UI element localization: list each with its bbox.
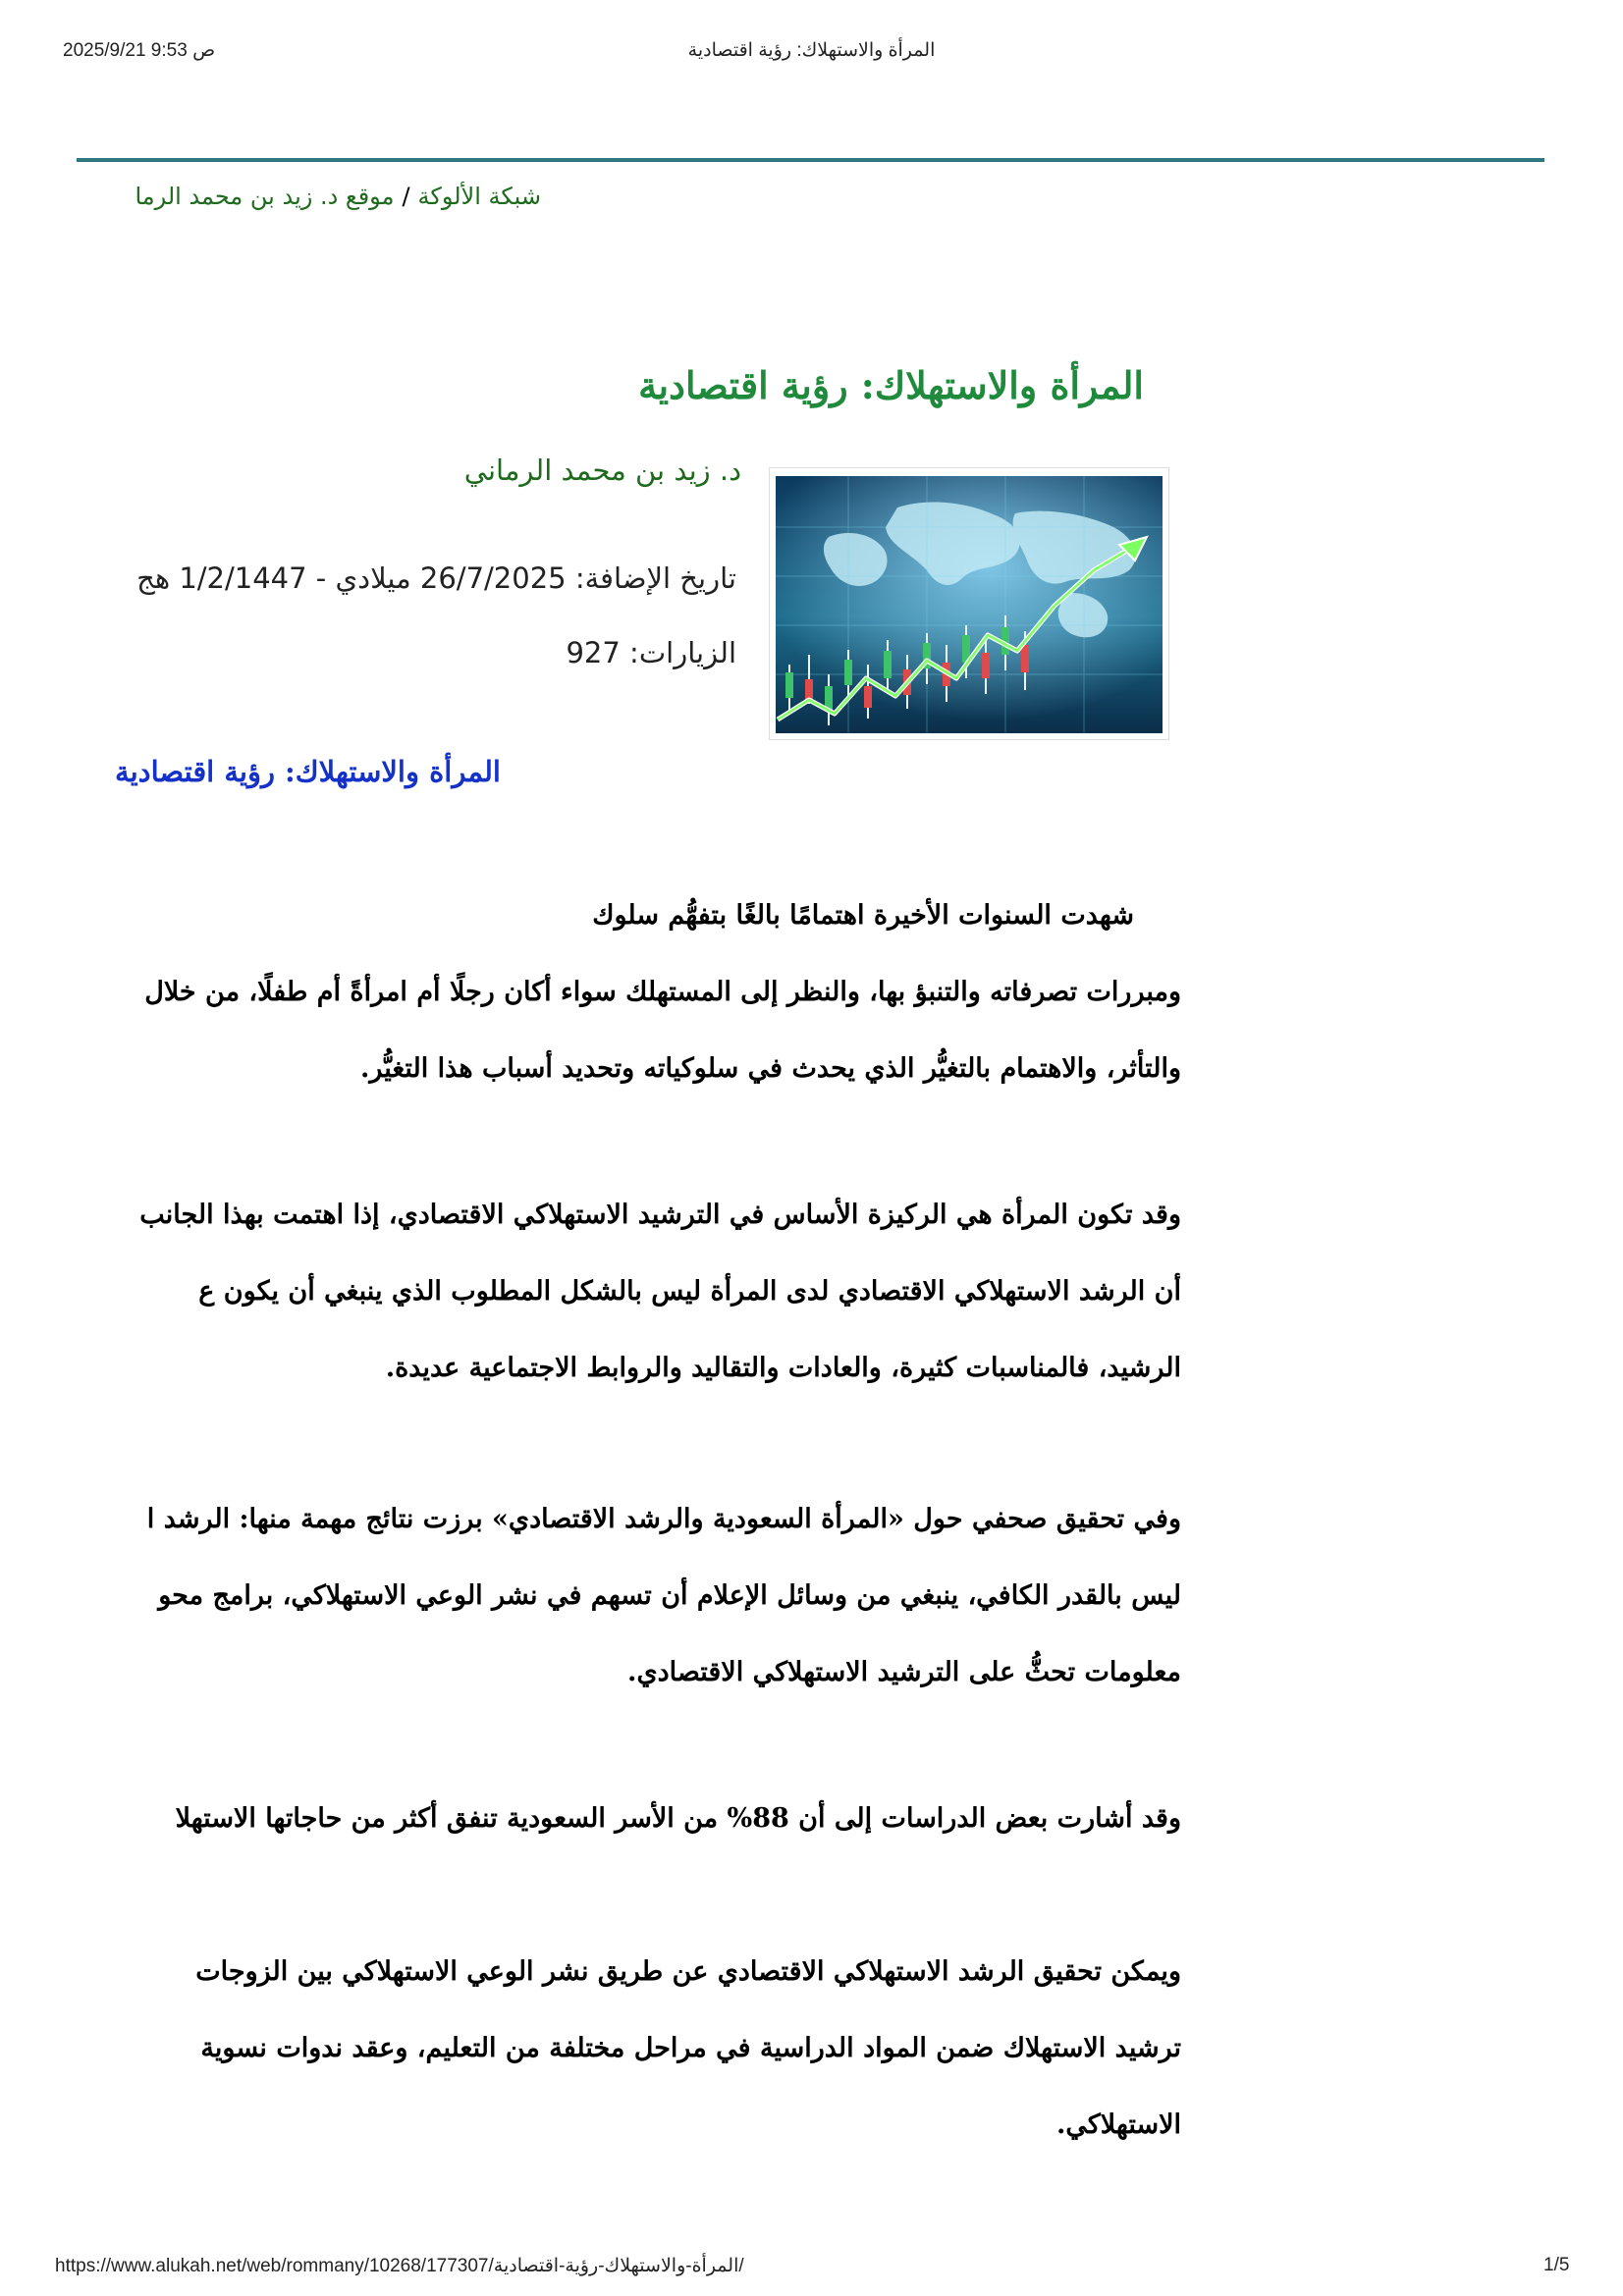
date-added: تاريخ الإضافة: 26/7/2025 ميلادي - 1/2/1447 هج [136, 561, 736, 595]
paragraph-line: ويمكن تحقيق الرشد الاستهلاكي الاقتصادي عن طريق نشر الوعي الاستهلاكي بين الزوجات [195, 1956, 1181, 1987]
paragraph-line: وقد أشارت بعض الدراسات إلى أن 88% من الأسر السعودية تنفق أكثر من حاجاتها الاستهلا [175, 1803, 1181, 1834]
article-paragraph [81, 1934, 1181, 2163]
article-paragraph [81, 1481, 1181, 1711]
article-paragraph [81, 878, 1181, 1107]
article-title: المرأة والاستهلاك: رؤية اقتصادية [638, 363, 1144, 407]
paragraph-line: ليس بالقدر الكافي، ينبغي من وسائل الإعلام أن تسهم في نشر الوعي الاستهلاكي، برامج محو [158, 1580, 1181, 1611]
breadcrumb [135, 183, 541, 210]
economy-chart-image [770, 468, 1168, 739]
breadcrumb-section-link[interactable]: موقع د. زيد بن محمد الرما [135, 183, 395, 210]
article-paragraph [81, 1177, 1181, 1407]
article-subtitle: المرأة والاستهلاك: رؤية اقتصادية [115, 755, 501, 788]
paragraph-line: الرشيد، فالمناسبات كثيرة، والعادات والتقاليد والروابط الاجتماعية عديدة. [385, 1353, 1181, 1383]
print-page-number: 1/5 [1543, 2255, 1570, 2275]
paragraph-line: ترشيد الاستهلاك ضمن المواد الدراسية في مراحل مختلفة من التعليم، وعقد ندوات نسوية [200, 2033, 1181, 2063]
paragraph-line: معلومات تحثُّ على الترشيد الاستهلاكي الاقتصادي. [627, 1657, 1181, 1687]
paragraph-line: الاستهلاكي. [1056, 2109, 1181, 2140]
paragraph-line: والتأثر، والاهتمام بالتغيُّر الذي يحدث في سلوكياته وتحديد أسباب هذا التغيُّر. [359, 1053, 1181, 1084]
author-name[interactable]: د. زيد بن محمد الرماني [463, 454, 741, 487]
paragraph-line: وقد تكون المرأة هي الركيزة الأساس في الترشيد الاستهلاكي الاقتصادي، إذا اهتمت بهذا الجانب [139, 1200, 1181, 1230]
print-url: https://www.alukah.net/web/rommany/10268/177307/المرأة-والاستهلاك-رؤية-اقتصادية/ [55, 2256, 744, 2276]
print-page-title: المرأة والاستهلاك: رؤية اقتصادية [687, 40, 936, 61]
paragraph-line: شهدت السنوات الأخيرة اهتمامًا بالغًا بتفهُّم سلوك [592, 900, 1134, 931]
paragraph-line: أن الرشد الاستهلاكي الاقتصادي لدى المرأة ليس بالشكل المطلوب الذي ينبغي أن يكون ع [198, 1276, 1181, 1307]
visit-count: الزيارات: 927 [566, 636, 736, 669]
breadcrumb-site-link[interactable]: شبكة الألوكة [417, 183, 541, 210]
breadcrumb-separator: / [402, 183, 410, 210]
header-divider [77, 158, 1544, 162]
paragraph-line: ومبررات تصرفاته والتنبؤ بها، والنظر إلى المستهلك سواء أكان رجلًا أم امرأةً أم طفلًا، من خلال [144, 977, 1181, 1007]
article-paragraph [81, 1781, 1181, 1857]
article-thumbnail [769, 467, 1169, 740]
print-datetime: 2025/9/21 9:53 ص [63, 40, 216, 61]
paragraph-line: وفي تحقيق صحفي حول «المرأة السعودية والرشد الاقتصادي» برزت نتائج مهمة منها: الرشد ا [146, 1504, 1181, 1534]
